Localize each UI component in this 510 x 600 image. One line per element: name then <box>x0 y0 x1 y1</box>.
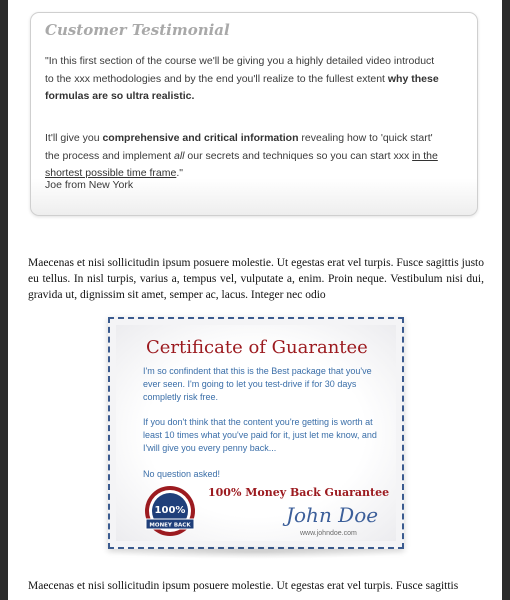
testimonial-quote-paragraph-2 <box>45 130 445 183</box>
certificate-shadow <box>100 545 412 559</box>
quote-underlined-text: in the shortest possible time frame <box>45 149 438 179</box>
testimonial-author: Joe from New York <box>45 179 134 191</box>
certificate-title: Certificate of Guarantee <box>146 337 368 358</box>
testimonial-title: Customer Testimonial <box>45 21 230 39</box>
seal-label: MONEY BACK <box>149 522 191 529</box>
testimonial-quote-paragraph-1 <box>45 53 445 106</box>
quote-text: It'll give you <box>45 132 103 144</box>
quote-text: our secrets and techniques so you can start xxx <box>184 149 413 162</box>
certificate-text-2: If you don't think that the content you're getting is worth at least 10 times what you've paid for it, just let me know, and I'will give you every penny back... <box>143 417 377 453</box>
body-paragraph: Maecenas et nisi sollicitudin ipsum posuere molestie. Ut egestas erat vel turpis. Fusce sagittis <box>28 580 459 592</box>
body-paragraph: Maecenas et nisi sollicitudin ipsum posuere molestie. Ut egestas erat vel turpis. Fusce sagittis justo eu tellus. In nisl turpis, varius a, tempus vel, vulputate a, enim. Proin neque. Vestibulum nisi dui, gravida ut, dignissim sit amet, semper ac, lacus. Integer nec odio <box>28 257 484 301</box>
certificate-text-1: I'm so confindent that this is the Best package that you've ever seen. I'm going to let you test-drive if for 30 days completly risk free. <box>143 366 372 402</box>
quote-text: ." <box>176 167 183 179</box>
quote-bold-text: why these formulas are so ultra realistic. <box>45 72 439 102</box>
signature: John Doe <box>286 503 379 527</box>
quote-italic-text: all <box>173 149 185 162</box>
testimonial-box <box>30 12 478 216</box>
page-content <box>8 0 502 600</box>
certificate-of-guarantee <box>108 317 404 549</box>
money-back-seal-icon <box>140 483 200 543</box>
money-back-guarantee-text: 100% Money Back Guarantee <box>208 486 390 499</box>
quote-bold-text: comprehensive and critical information <box>102 132 299 144</box>
website-text: www.johndoe.com <box>300 530 357 537</box>
quote-text: "In this first section of the course we'll be giving you a highly detailed video introduct to the xxx methodologies and by the end you'll realize to the fullest extent <box>45 55 435 85</box>
certificate-text-3: No question asked! <box>143 469 221 479</box>
seal-percent: 100% <box>154 505 186 516</box>
quote-text: revealing how to 'quick start' the process and implement <box>45 132 433 162</box>
